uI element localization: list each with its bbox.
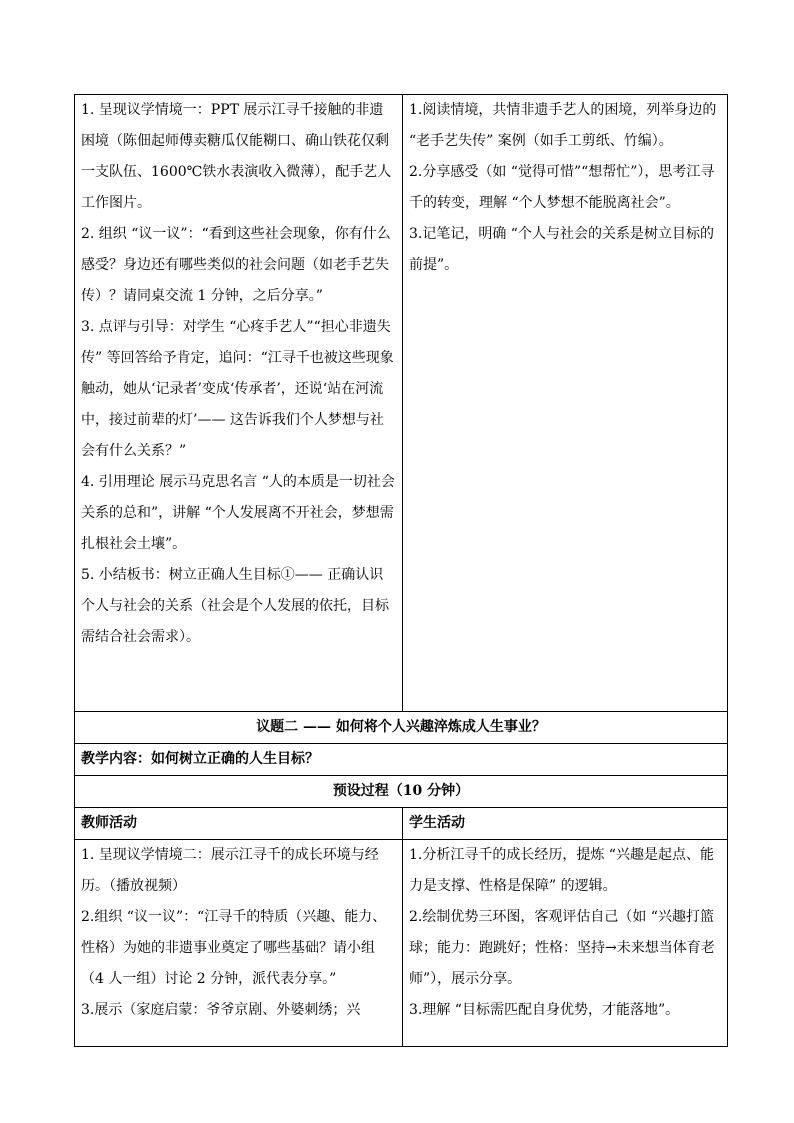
teacher-item: 2. 组织 “议一议”：“看到这些社会现象，你有什么感受？身边还有哪些类似的社会问题（如老手艺失传）？请同桌交流 1 分钟，之后分享。” xyxy=(81,226,391,304)
topic2-process: 预设过程（10 分钟） xyxy=(75,776,728,808)
teacher-item: 3. 点评与引导：对学生 “心疼手艺人”“担心非遗失传” 等回答给予肯定，追问：“江寻千也被这些现象触动，她从‘记录者’变成‘传承者’，还说‘站在河流中，接过前辈的灯’—— 这告诉我们个人梦想与社会有什么关系？” xyxy=(81,319,394,459)
topic2-content-row xyxy=(75,744,728,776)
student-item: 3.记笔记，明确 “个人与社会的关系是树立目标的前提”。 xyxy=(409,226,714,273)
lesson-plan-table xyxy=(74,94,728,1047)
topic2-process-row xyxy=(75,776,728,808)
topic2-title: 议题二 —— 如何将个人兴趣淬炼成人生事业？ xyxy=(75,712,728,744)
student-activities-cell xyxy=(403,840,728,1047)
student-item: 1.分析江寻千的成长经历，提炼 “兴趣是起点、能力是支撑、性格是保障” 的逻辑。 xyxy=(409,847,714,894)
student-activities-cell xyxy=(403,95,728,712)
topic1-activities-row xyxy=(75,95,728,712)
teacher-item: 4. 引用理论 展示马克思名言 “人的本质是一切社会关系的总和”，讲解 “个人发展离不开社会，梦想需扎根社会土壤”。 xyxy=(81,474,395,552)
teacher-item: 3.展示（家庭启蒙：爷爷京剧、外婆刺绣；兴 xyxy=(81,1002,361,1018)
student-item: 2.绘制优势三环图，客观评估自己（如 “兴趣打篮球；能力：跑跳好；性格：坚持→未来想当体育老师”），展示分享。 xyxy=(409,909,715,987)
teacher-header: 教师活动 xyxy=(75,808,403,840)
student-item: 3.理解 “目标需匹配自身优势，才能落地”。 xyxy=(409,1002,680,1018)
student-item: 1.阅读情境，共情非遗手艺人的困境，列举身边的 “老手艺失传” 案例（如手工剪纸、竹编）。 xyxy=(409,102,721,149)
teacher-activities-cell xyxy=(75,95,403,712)
student-header: 学生活动 xyxy=(403,808,728,840)
topic2-title-row xyxy=(75,712,728,744)
column-headers-row xyxy=(75,808,728,840)
teacher-item: 1. 呈现议学情境一：PPT 展示江寻千接触的非遗困境（陈佃起师傅卖糖瓜仅能糊口、确山铁花仅剩一支队伍、1600℃铁水表演收入微薄），配手艺人工作图片。 xyxy=(81,102,392,211)
teacher-item: 2.组织 “议一议”：“江寻千的特质（兴趣、能力、性格）为她的非遗事业奠定了哪些基础？请小组（4 人一组）讨论 2 分钟，派代表分享。” xyxy=(81,909,387,987)
teacher-item: 1. 呈现议学情境二：展示江寻千的成长环境与经历。（播放视频） xyxy=(81,847,379,894)
teacher-activities-cell xyxy=(75,840,403,1047)
student-item: 2.分享感受（如 “觉得可惜”“想帮忙”），思考江寻千的转变，理解 “个人梦想不能脱离社会”。 xyxy=(409,164,715,211)
topic2-content: 教学内容：如何树立正确的人生目标？ xyxy=(75,744,728,776)
teacher-item: 5. 小结板书：树立正确人生目标①—— 正确认识个人与社会的关系（社会是个人发展的依托，目标需结合社会需求）。 xyxy=(81,567,389,645)
topic2-activities-row xyxy=(75,840,728,1047)
